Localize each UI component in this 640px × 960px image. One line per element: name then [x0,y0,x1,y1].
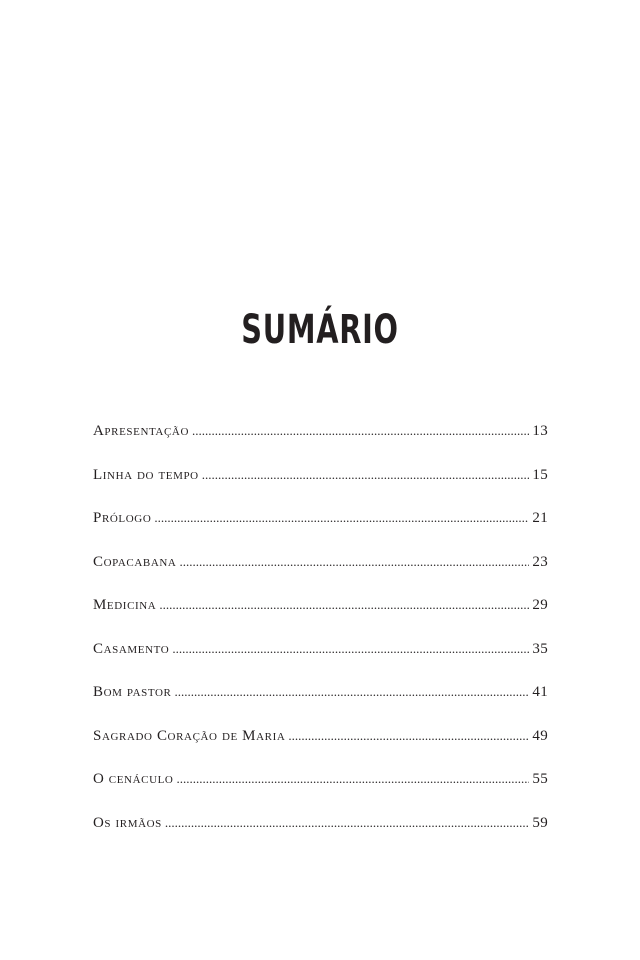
toc-entry-label: Sagrado Coração de Maria [93,727,286,744]
toc-page-number: 41 [532,684,548,700]
toc-entry-prologo[interactable] [93,503,548,547]
dot-leader [174,677,529,707]
toc-page-number: 21 [532,510,548,526]
toc-page-number: 29 [532,597,548,613]
page-title: SUMÁRIO [241,307,399,353]
toc-entry-label: Apresentação [93,423,189,439]
toc-page-number: 35 [532,640,548,657]
toc-entry-o-cenaculo[interactable] [93,764,548,808]
dot-leader [165,808,530,838]
toc-page-number: 59 [532,814,548,831]
toc-entry-medicina[interactable] [93,590,548,634]
toc-entry-label: Linha do tempo [93,466,199,483]
toc-entry-label: Casamento [93,640,170,657]
dot-leader [172,634,529,664]
dot-leader [202,460,530,490]
toc-entry-sagrado-coracao-de-maria[interactable] [93,721,548,765]
toc-page-number: 49 [532,727,548,744]
toc-entry-label: Prólogo [93,510,152,526]
toc-entry-label: Copacabana [93,553,177,570]
toc-page-number: 55 [532,771,548,787]
dot-leader [179,547,529,577]
toc-entry-apresentacao[interactable] [93,416,548,460]
dot-leader [176,764,529,794]
toc-entry-label: Os irmãos [93,814,162,831]
toc-page-number: 13 [532,423,548,439]
toc-entry-os-irmaos[interactable] [93,808,548,852]
toc-entry-label: Bom pastor [93,684,172,700]
toc-entry-bom-pastor[interactable] [93,677,548,721]
toc-page-number: 23 [532,553,548,570]
toc-entry-casamento[interactable] [93,634,548,678]
table-of-contents [93,416,548,851]
dot-leader [288,721,529,751]
dot-leader [154,503,529,533]
dot-leader [192,416,529,446]
toc-entry-label: Medicina [93,597,157,613]
toc-entry-label: O cenáculo [93,771,174,787]
toc-entry-linha-do-tempo[interactable] [93,460,548,504]
toc-page-number: 15 [532,466,548,483]
dot-leader [159,590,529,620]
toc-entry-copacabana[interactable] [93,547,548,591]
